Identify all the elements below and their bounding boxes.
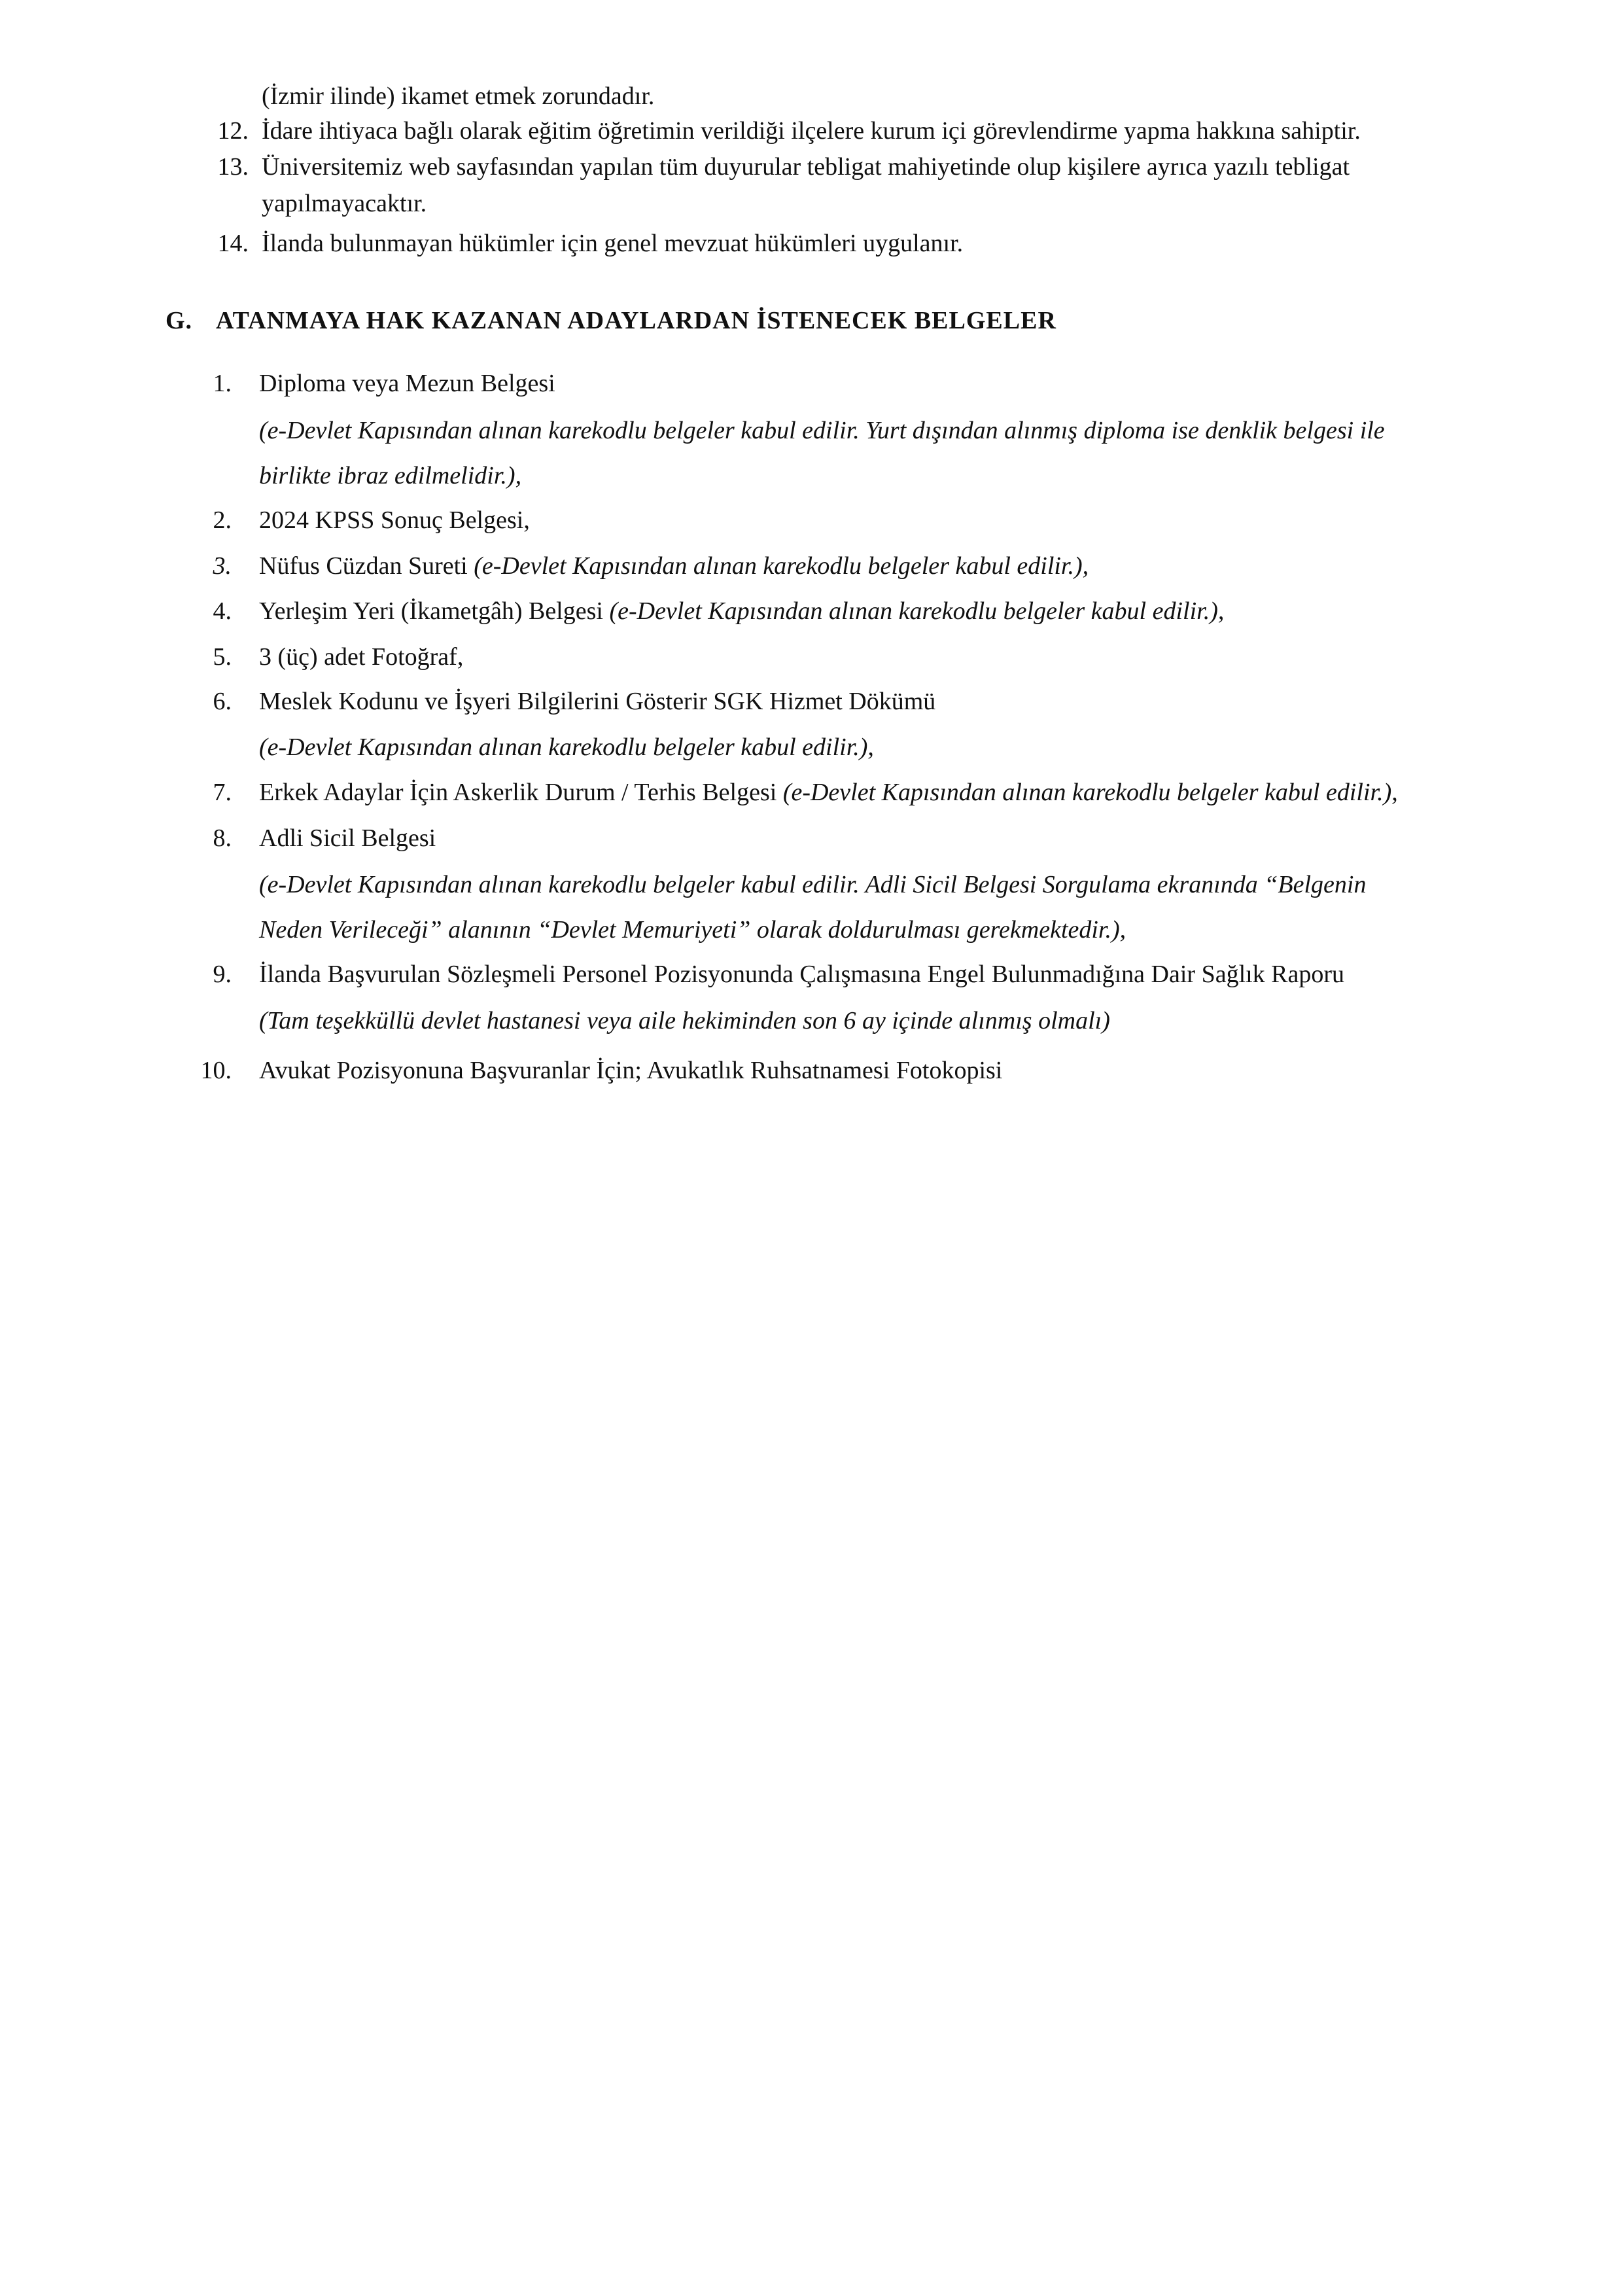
list-item-text: yapılmayacaktır. <box>262 190 427 217</box>
document-number: 5. <box>213 643 232 671</box>
document-text: Erkek Adaylar İçin Askerlik Durum / Terhis Belgesi <box>259 779 777 806</box>
document-line <box>259 780 1398 805</box>
document-line <box>259 554 1089 578</box>
list-item-text: İdare ihtiyaca bağlı olarak eğitim öğretimin verildiği ilçelere kurum içi görevlendirme yapma hakkına sahiptir. <box>262 117 1361 145</box>
document-note: (e-Devlet Kapısından alınan karekodlu belgeler kabul edilir. Yurt dışından alınmış diploma ise denklik belgesi ile <box>259 417 1385 444</box>
document-text: İlanda Başvurulan Sözleşmeli Personel Pozisyonunda Çalışmasına Engel Bulunmadığına Dair Sağlık Raporu <box>259 961 1345 988</box>
section-title: ATANMAYA HAK KAZANAN ADAYLARDAN İSTENECEK BELGELER <box>216 307 1056 334</box>
document-number: 7. <box>213 779 232 806</box>
document-number: 3. <box>213 552 232 580</box>
document-note: (Tam teşekküllü devlet hastanesi veya aile hekiminden son 6 ay içinde alınmış olmalı) <box>259 1007 1110 1034</box>
section-letter: G. <box>166 307 193 334</box>
document-text: Adli Sicil Belgesi <box>259 824 436 852</box>
document-note: (e-Devlet Kapısından alınan karekodlu belgeler kabul edilir.), <box>609 597 1225 625</box>
document-note: Neden Verileceği” alanının “Devlet Memuriyeti” olarak doldurulması gerekmektedir.), <box>259 916 1126 944</box>
list-item-text: Üniversitemiz web sayfasından yapılan tüm duyurular tebligat mahiyetinde olup kişilere ayrıca yazılı tebligat <box>262 153 1350 181</box>
document-number: 1. <box>213 370 232 397</box>
list-number: 14. <box>217 230 249 257</box>
document-text: Avukat Pozisyonuna Başvuranlar İçin; Avukatlık Ruhsatnamesi Fotokopisi <box>259 1057 1003 1084</box>
document-number: 2. <box>213 506 232 534</box>
document-number: 8. <box>213 824 232 852</box>
document-text: Nüfus Cüzdan Sureti <box>259 552 468 580</box>
document-note: (e-Devlet Kapısından alınan karekodlu belgeler kabul edilir.), <box>474 552 1089 580</box>
document-number: 4. <box>213 597 232 625</box>
continuation-line: (İzmir ilinde) ikamet etmek zorundadır. <box>262 82 655 110</box>
document-number: 10. <box>200 1057 232 1084</box>
document-number: 9. <box>213 961 232 988</box>
document-text: Meslek Kodunu ve İşyeri Bilgilerini Gösterir SGK Hizmet Dökümü <box>259 688 936 715</box>
list-number: 12. <box>217 117 249 145</box>
document-note: (e-Devlet Kapısından alınan karekodlu belgeler kabul edilir.), <box>782 779 1398 806</box>
document-note: (e-Devlet Kapısından alınan karekodlu belgeler kabul edilir. Adli Sicil Belgesi Sorgulama ekranında “Belgenin <box>259 871 1367 898</box>
document-text: 2024 KPSS Sonuç Belgesi, <box>259 506 530 534</box>
document-note: (e-Devlet Kapısından alınan karekodlu belgeler kabul edilir.), <box>259 733 874 761</box>
document-text: 3 (üç) adet Fotoğraf, <box>259 643 464 671</box>
document-note: birlikte ibraz edilmelidir.), <box>259 462 522 489</box>
document-text: Diploma veya Mezun Belgesi <box>259 370 555 397</box>
list-number: 13. <box>217 153 249 181</box>
document-line <box>259 599 1224 624</box>
list-item-text: İlanda bulunmayan hükümler için genel mevzuat hükümleri uygulanır. <box>262 230 964 257</box>
document-number: 6. <box>213 688 232 715</box>
document-text: Yerleşim Yeri (İkametgâh) Belgesi <box>259 597 603 625</box>
